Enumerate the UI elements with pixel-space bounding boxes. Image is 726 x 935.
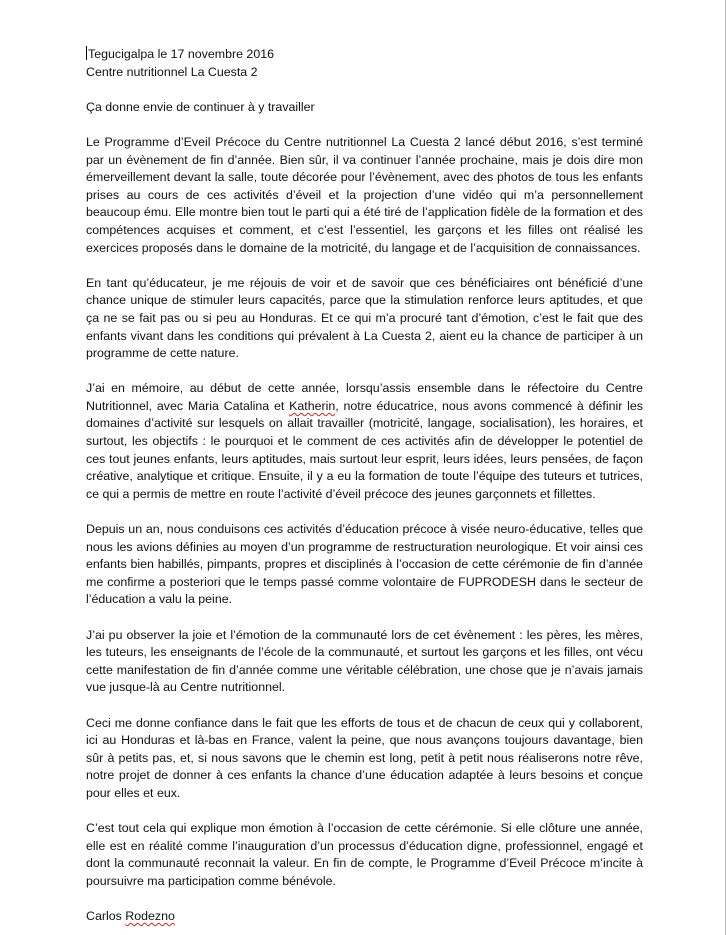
spellcheck-flagged-word: Rodezno: [125, 909, 175, 924]
paragraph-4: Depuis un an, nous conduisons ces activités d’éducation précoce à visée neuro-éducative, telles que nous les avions définies au moyen d’un programme de restructuration neurologique. Et voir ainsi ces enfants bien habillés, pimpants, propres et disciplinés à l’occasion de cette cérémonie de fin d’année me confirme a posteriori que le temps passé comme volontaire de FUPRODESH dans le secteur de l’éducation a valu la peine.: [86, 522, 643, 607]
paragraph-1: Le Programme d’Eveil Précoce du Centre nutritionnel La Cuesta 2 lancé début 2016, s’est terminé par un évènement de fin d’année. Bien sûr, il va continuer l’année prochaine, mais je dois dire mon émerveillement devant la salle, toute décorée pour l’évènement, avec des photos de tous les enfants prises au cours de ces activités d’éveil et la projection d’une vidéo qui m’a personnellement beaucoup ému. Elle montre bien tout le parti qui a été tiré de l’application fidèle de la formation et des compétences acquises et comment, et c’est l’essentiel, les garçons et les filles ont réalisé les exercices proposés dans le domaine de la motricité, du langage et de l’acquisition de connaissances.: [86, 134, 643, 255]
spellcheck-flagged-word: Katherin: [289, 398, 336, 413]
letter-body: [86, 46, 643, 926]
paragraph-6: Ceci me donne confiance dans le fait que les efforts de tous et de chacun de ceux qui y collaborent, ici au Honduras et là-bas en France, valent la peine, que nous avançons toujours davantage, bien sûr à petits pas, et, si nous savons que le chemin est long, petit à petit nous réaliserons notre rêve, notre projet de donner à ces enfants la chance d’une éducation adaptée à leurs besoins et conçue pour elles et eux.: [86, 715, 643, 800]
letter-title: Ça donne envie de continuer à y travailler: [86, 99, 315, 114]
signature: Carlos Rodezno: [86, 909, 175, 924]
paragraph-7: C’est tout cela qui explique mon émotion à l’occasion de cette cérémonie. Si elle clôture une année, elle est en réalité comme l’inauguration d’un processus d’éducation digne, professionnel, engagé et dont la communauté reconnait la valeur. En fin de compte, le Programme d’Eveil Précoce m’incite à poursuivre ma participation comme bénévole.: [86, 821, 643, 888]
paragraph-5: J’ai pu observer la joie et l’émotion de la communauté lors de cet évènement : les pères, les mères, les tuteurs, les enseignants de l’école de la communauté, et surtout les garçons et les filles, ont vécu cette manifestation de fin d’année comme une véritable célébration, une chose que je n’avais jamais vue jusque-là au Centre nutritionnel.: [86, 627, 643, 695]
date-line: Tegucigalpa le 17 novembre 2016: [88, 47, 274, 61]
place-line: Centre nutritionnel La Cuesta 2: [86, 64, 258, 79]
paragraph-3: J’ai en mémoire, au début de cette année, lorsqu’assis ensemble dans le réfectoire du Centre Nutritionnel, avec Maria Catalina et Katherin, notre éducatrice, nous avons commencé à définir les domaines d’activité sur lesquels on allait travailler (motricité, langage, socialisation), les horaires, et surtout, les objectifs : le pourquoi et le comment de ces activités afin de développer le potentiel de ces tout jeunes enfants, leurs aptitudes, mais surtout leur esprit, leurs idées, leurs pensées, de façon créative, analytique et critique. Ensuite, il y a eu la formation de toute l’équipe des tuteurs et tutrices, ce qui a permis de mettre en route l’activité d’éveil précoce des jeunes garçonnets et fillettes.: [86, 381, 643, 501]
paragraph-2: En tant qu’éducateur, je me réjouis de voir et de savoir que ces bénéficiaires ont bénéficié d’une chance unique de stimuler leurs capacités, parce que la stimulation renforce leurs aptitudes, et que ça ne se fait pas ou si peu au Honduras. Et ce qui m’a procuré tant d’émotion, c’est le fait que des enfants vivant dans les conditions qui prévalent à La Cuesta 2, aient eu la chance de participer à un programme de cette nature.: [86, 275, 643, 361]
text-cursor: [86, 46, 87, 60]
